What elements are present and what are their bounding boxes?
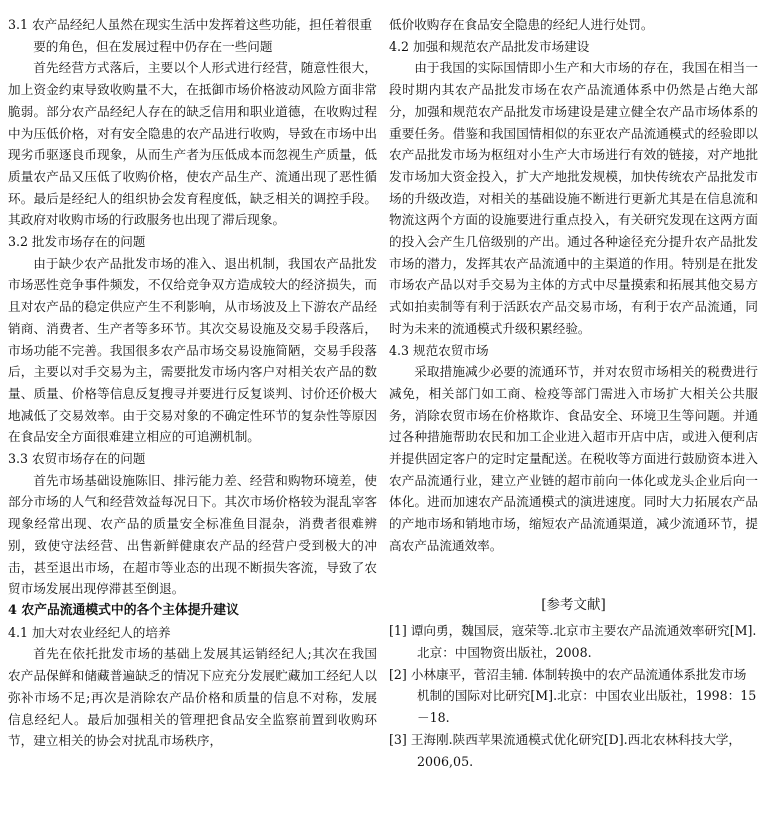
references-title: [参考文献]	[541, 596, 606, 613]
section-3-1-paragraph: 首先经营方式落后，主要以个人形式进行经营，随意性很大，加上资金约束导致收购量不大，在抵御市场价格波动风险方面非常脆弱。部分农产品经纪人存在的缺乏信用和职业道德，在收购过程中为压低价格，对有安全隐患的农产品进行收购，导致在市场中出现劣币驱逐良币现象，从而生产者为压低成本而忽视生产质量，低质量农产品又压低了收购价格，使农产品生产、流通出现了恶性循环。最后是经纪人的组织协会发育程度低，缺乏相关的调控手段。其政府对收购市场的行政服务也出现了滞后现象。	[8, 60, 377, 228]
section-3-3-paragraph: 首先市场基础设施陈旧、排污能力差、经营和购物环境差，使部分市场的人气和经营效益每况日下。其次市场价格较为混乱宰客现象经常出现、农产品的质量安全标准鱼目混杂，消费者很难辨别，致使守法经营、出售新鲜健康农产品的经营户受到极大的冲击，甚至退出市场，在超市等业态的出现不断损失客流，导致了农贸市场发展出现停滞甚至倒退。	[8, 472, 377, 597]
section-4-2-paragraph: 由于我国的实际国情即小生产和大市场的存在，我国在相当一段时期内其农产品批发市场在农产品流通体系中仍然是占绝大部分，加强和规范农产品批发市场建设是建立健全农产品市场体系的重要任务。借鉴和我国国情相似的东亚农产品流通模式的经验即以农产品批发市场为枢纽对小生产大市场进行有效的链接，对产地批发市场加大资金投入，扩大产地批发规模，加快传统农产品批发市场的升级改造，对相关的基础设施不断进行更新尤其是在信息流和物流这两个方面的设施要进行重点投入，有关研究发现在这两方面的投入会产生几倍级别的产出。通过各种途径充分提升农产品批发市场的潜力，发挥其农产品流通中的主渠道的作用。特别是在批发市场农产品以对手交易为主体的方式中尽量摸索和拓展其他交易方式如拍卖制等有利于活跃农产品交易市场，有利于农产品流通，同时为未来的流通模式升级积累经验。	[389, 60, 758, 336]
section-4-1-paragraph: 首先在依托批发市场的基础上发展其运销经纪人;其次在我国农产品保鲜和储藏普遍缺乏的情况下应充分发展贮藏加工经纪人以弥补市场不足;再次是消除农产品价格和质量的信息不对称，发展信息经纪人。最后加强相关的管理把食品安全监察前置到收购环节，建立相关的协会对扰乱市场秩序，	[8, 646, 377, 749]
section-3-1-heading: 3.1 农产品经纪人虽然在现实生活中发挥着这些功能，担任着很重要的角色，但在发展过程中仍存在一些问题	[8, 17, 373, 54]
left-column	[8, 14, 377, 838]
reference-item: [1] 谭向勇，魏国辰，寇荣等.北京市主要农产品流通效率研究[M].北京：中国物资出版社，2008.	[389, 623, 757, 660]
reference-item: [2] 小林康平，菅沼圭辅. 体制转换中的农产品流通体系批发市场机制的国际对比研究[M].北京：中国农业出版社，1998：15－18.	[389, 666, 757, 726]
section-4-3-heading: 4.3 规范农贸市场	[389, 342, 489, 358]
section-3-2-paragraph: 由于缺少农产品批发市场的准入、退出机制，我国农产品批发市场恶性竞争事件频发，不仅给竞争双方造成较大的经济损失，而且对农产品的稳定供应产生不利影响，从市场波及上下游农产品经销商、消费者、生产者等多环节。其次交易设施及交易手段落后，市场功能不完善。我国很多农产品市场交易设施简陋，交易手段落后，主要以对手交易为主，需要批发市场内客户对相关农产品的数量、质量、价格等信息反复搜寻并要进行反复谈判、讨价还价极大地减低了交易效率。由于交易对象的不确定性环节的复杂性等原因在食品安全方面很难建立相应的可追溯机制。	[8, 255, 377, 445]
section-4-3-paragraph: 采取措施减少必要的流通环节，并对农贸市场相关的税费进行减免，相关部门如工商、检疫等部门需进入市场扩大相关公共服务，消除农贸市场在价格欺诈、食品安全、环境卫生等问题。并通过各种措施帮助农民和加工企业进入超市开店中店，或进入便利店并提供固定客户的定时定量配送。在税收等方面进行鼓励资本进入农产品流通行业，建立产业链的超市前向一体化或龙头企业后向一体化。进而加速农产品流通模式的演进速度。同时大力拓展农产品的产地市场和销地市场，缩短农产品流通渠道，减少流通环节，提高农产品流通效率。	[389, 364, 758, 553]
continued-paragraph: 低价收购存在食品安全隐患的经纪人进行处罚。	[389, 17, 654, 32]
section-3-2-heading: 3.2 批发市场存在的问题	[8, 234, 146, 250]
section-3-3-heading: 3.3 农贸市场存在的问题	[8, 451, 146, 467]
reference-item: [3] 王海刚.陕西苹果流通模式优化研究[D].西北农林科技大学，2006,05.	[389, 731, 742, 769]
right-column	[389, 14, 758, 838]
section-4-1-heading: 4.1 加大对农业经纪人的培养	[8, 624, 171, 640]
section-4-2-heading: 4.2 加强和规范农产品批发市场建设	[389, 38, 590, 54]
section-4-heading: 4 农产品流通模式中的各个主体提升建议	[8, 602, 239, 618]
